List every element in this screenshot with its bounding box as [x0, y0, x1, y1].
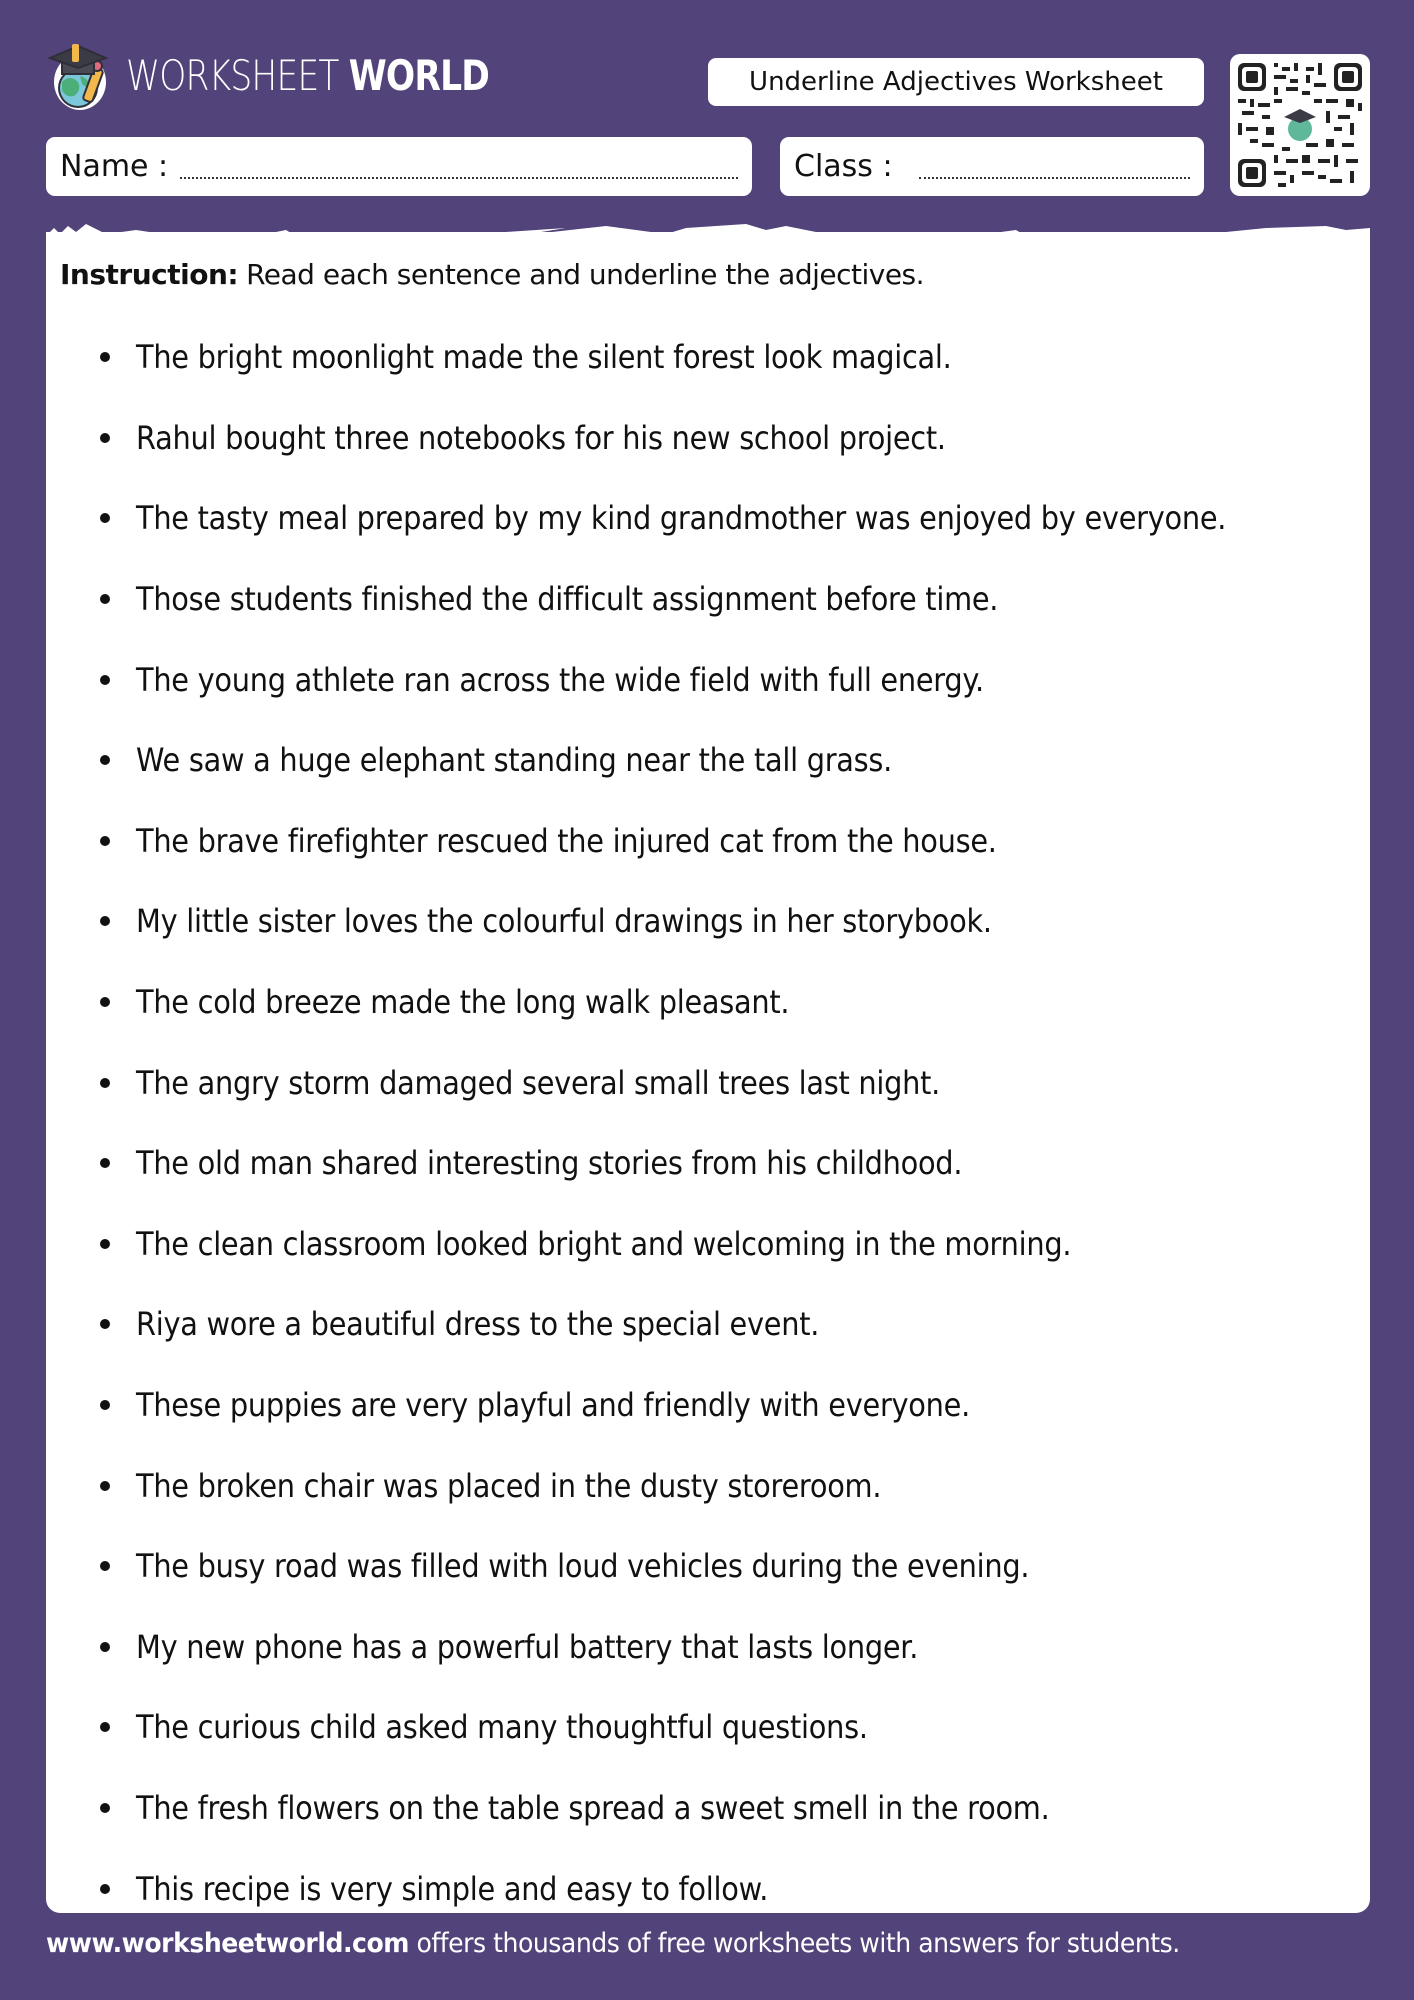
instruction-text: Read each sentence and underline the adjectives.	[246, 258, 925, 291]
bullet-icon	[100, 433, 110, 443]
brand-name-light: WORKSHEET	[126, 51, 339, 100]
bullet-icon	[100, 1722, 110, 1732]
class-input-line[interactable]	[919, 177, 1190, 179]
sentence-text: The angry storm damaged several small trees last night.	[136, 1063, 941, 1102]
instruction-label: Instruction:	[60, 258, 239, 291]
bullet-icon	[100, 594, 110, 604]
worksheet-panel	[46, 232, 1370, 1913]
bullet-icon	[100, 1803, 110, 1813]
sentence-text: We saw a huge elephant standing near the tall grass.	[136, 741, 893, 780]
bullet-icon	[100, 997, 110, 1007]
bullet-icon	[100, 1158, 110, 1168]
footer-text	[46, 1928, 1180, 1959]
bullet-icon	[100, 755, 110, 765]
bullet-icon	[100, 1884, 110, 1894]
bullet-icon	[100, 1561, 110, 1571]
brand-logo	[44, 38, 569, 114]
worksheet-title: Underline Adjectives Worksheet	[708, 58, 1204, 106]
sentence-text: The brave firefighter rescued the injured cat from the house.	[136, 821, 997, 860]
name-input-line[interactable]	[180, 177, 738, 179]
bullet-icon	[100, 352, 110, 362]
brand-name	[126, 51, 489, 100]
bullet-icon	[100, 1078, 110, 1088]
class-label: Class :	[794, 149, 893, 184]
bullet-icon	[100, 1319, 110, 1329]
qr-code	[1230, 54, 1370, 196]
bullet-icon	[100, 1642, 110, 1652]
sentence-text: The old man shared interesting stories from his childhood.	[136, 1144, 963, 1183]
bullet-icon	[100, 513, 110, 523]
sentence-text: Rahul bought three notebooks for his new school project.	[136, 418, 946, 457]
bullet-icon	[100, 836, 110, 846]
bullet-icon	[100, 1400, 110, 1410]
sentence-text: The clean classroom looked bright and welcoming in the morning.	[136, 1224, 1072, 1263]
class-field[interactable]	[780, 137, 1204, 196]
sentence-text: Those students finished the difficult assignment before time.	[136, 580, 999, 619]
bullet-icon	[100, 1481, 110, 1491]
sentence-text: The broken chair was placed in the dusty storeroom.	[136, 1466, 882, 1505]
graduation-globe-pencil-logo-icon	[44, 38, 120, 114]
name-field[interactable]	[46, 137, 752, 196]
sentence-text: The young athlete ran across the wide field with full energy.	[136, 660, 984, 699]
footer-site-link[interactable]: www.worksheetworld.com	[46, 1928, 409, 1959]
bullet-icon	[100, 916, 110, 926]
sentence-text: The bright moonlight made the silent forest look magical.	[136, 338, 952, 377]
instruction	[60, 258, 924, 291]
sentence-text: My new phone has a powerful battery that lasts longer.	[136, 1627, 919, 1666]
sentence-text: The cold breeze made the long walk pleasant.	[136, 983, 790, 1022]
footer-message: offers thousands of free worksheets with answers for students.	[408, 1928, 1180, 1959]
sentence-text: This recipe is very simple and easy to follow.	[136, 1869, 769, 1908]
sentence-text: The fresh flowers on the table spread a sweet smell in the room.	[136, 1788, 1050, 1827]
sentence-text: The tasty meal prepared by my kind grandmother was enjoyed by everyone.	[136, 499, 1227, 538]
bullet-icon	[100, 675, 110, 685]
brand-name-bold: WORLD	[348, 51, 489, 100]
qr-code-icon	[1238, 63, 1362, 187]
bullet-icon	[100, 1239, 110, 1249]
sentence-text: The curious child asked many thoughtful questions.	[136, 1708, 868, 1747]
name-label: Name :	[60, 149, 169, 184]
sentence-text: These puppies are very playful and friendly with everyone.	[136, 1386, 970, 1425]
sentence-text: Riya wore a beautiful dress to the special event.	[136, 1305, 820, 1344]
sentence-text: The busy road was filled with loud vehicles during the evening.	[136, 1547, 1030, 1586]
sentence-text: My little sister loves the colourful drawings in her storybook.	[136, 902, 992, 941]
